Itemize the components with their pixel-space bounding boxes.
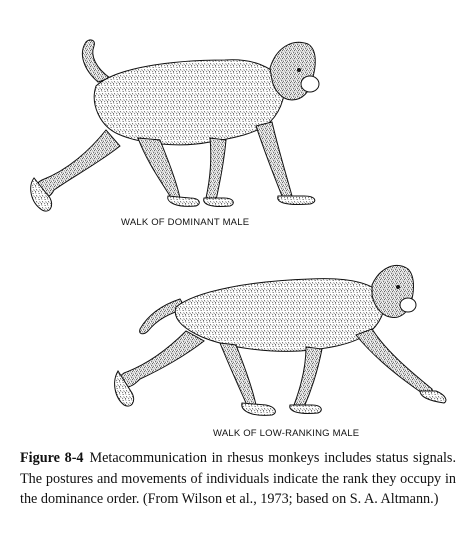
dominant-male-label: WALK OF DOMINANT MALE (121, 217, 250, 228)
low-ranking-male-illustration (110, 255, 450, 425)
figure-caption (20, 448, 456, 510)
figure-number: Figure 8-4 (20, 450, 84, 466)
dominant-male-illustration (20, 30, 320, 220)
caption-text: Metacommunication in rhesus monkeys includes status signals. The postures and movements of individuals indicate the rank they occupy in the dominance order. (From Wilson et al., 1973; based on S. A. Altmann.) (20, 450, 456, 507)
low-ranking-male-label: WALK OF LOW-RANKING MALE (213, 428, 360, 439)
